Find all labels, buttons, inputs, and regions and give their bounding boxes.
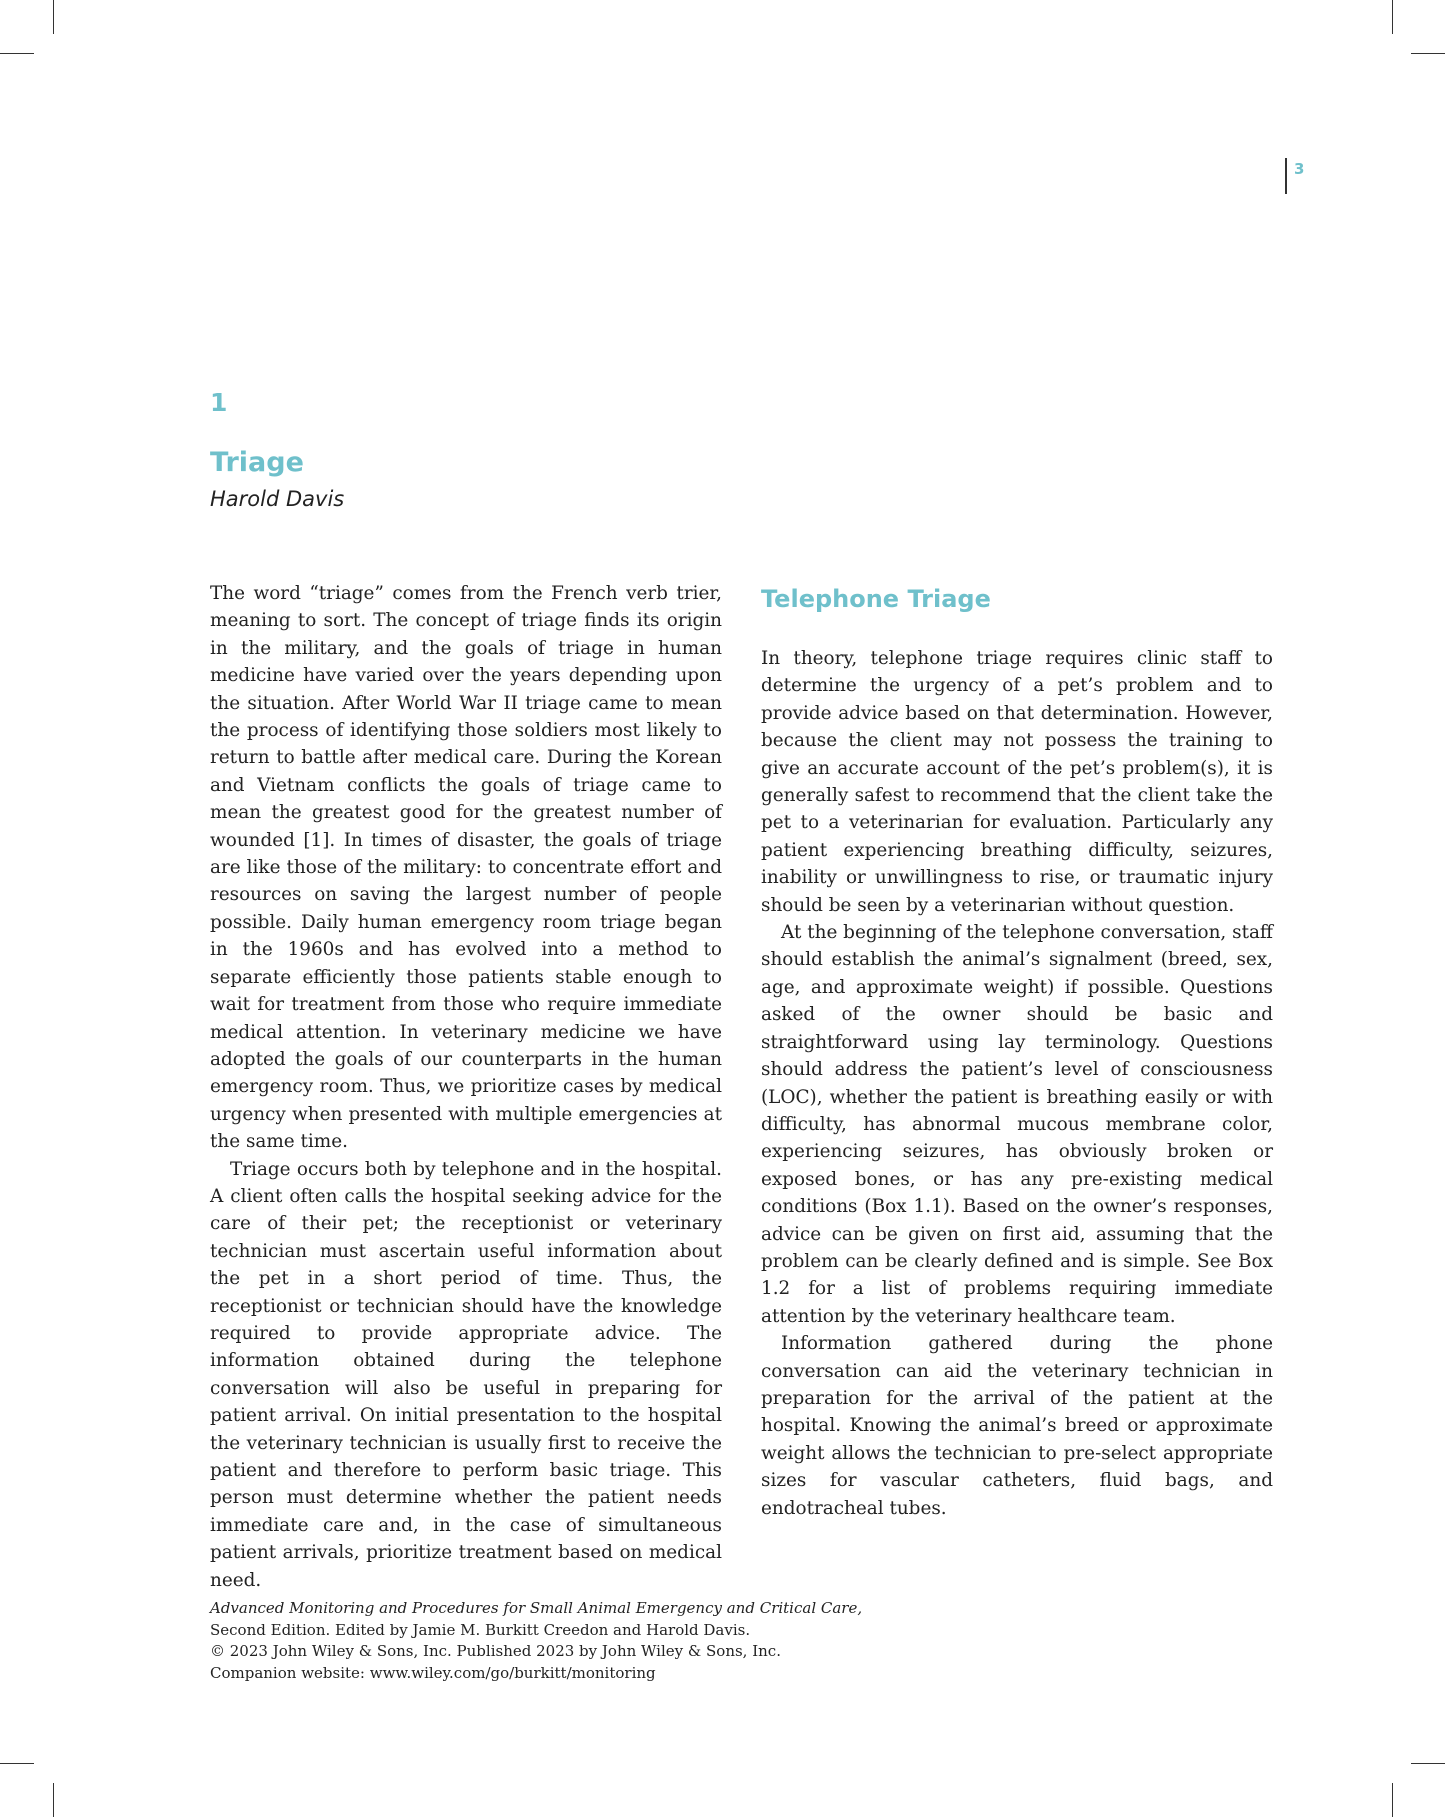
section-heading: Telephone Triage [761,585,991,613]
page-number: 3 [1294,160,1305,178]
book-title: Advanced Monitoring and Procedures for Small Animal Emergency and Critical Care, [210,1599,863,1617]
crop-mark [1392,0,1393,34]
crop-mark [53,1783,54,1817]
copyright-line: © 2023 John Wiley & Sons, Inc. Published 2023 by John Wiley & Sons, Inc. [210,1642,781,1660]
paragraph: Information gathered during the phone conversation can aid the veterinary technician in preparation for the arrival of the patient at the hospital. Knowing the animal’s breed or approximate weight allows the technician to pre-select appropriate sizes for vascular catheters, fluid bags, and endotracheal tubes. [761,1333,1273,1519]
crop-mark [0,53,34,54]
edition-line: Second Edition. Edited by Jamie M. Burkitt Creedon and Harold Davis. [210,1620,751,1639]
chapter-title: Triage [210,447,304,478]
chapter-author: Harold Davis [210,487,345,511]
crop-mark [53,0,54,34]
crop-mark [1411,53,1445,54]
left-column [210,580,722,1594]
paragraph: Triage occurs both by telephone and in the hospital. A client often calls the hospital seeking advice for the care of their pet; the receptionist or veterinary technician must ascertain useful information about the pet in a short period of time. Thus, the receptionist or technician should have the knowledge required to provide appropriate advice. The information obtained during the telephone conversation will also be useful in preparing for patient arrival. On initial presentation to the hospital the veterinary technician is usually first to receive the patient and therefore to perform basic triage. This person must determine whether the patient needs immediate care and, in the case of simultaneous patient arrivals, prioritize treatment based on medical need. [210,1158,722,1591]
right-column [761,580,1273,1522]
website-line: Companion website: www.wiley.com/go/burkitt/monitoring [210,1663,656,1682]
crop-mark [1411,1763,1445,1764]
chapter-number: 1 [210,388,228,417]
crop-mark [0,1763,34,1764]
paragraph: At the beginning of the telephone conversation, staff should establish the animal’s signalment (breed, sex, age, and approximate weight) if possible. Questions asked of the owner should be basic and straightforward using lay terminology. Questions should address the patient’s level of consciousness (LOC), whether the patient is breathing easily or with difficulty, has abnormal mucous membrane color, experiencing seizures, has obviously broken or exposed bones, or has any pre-existing medical conditions (Box 1.1). Based on the owner’s responses, advice can be given on first aid, assuming that the problem can be clearly defined and is simple. See Box 1.2 for a list of problems requiring immediate attention by the veterinary healthcare team. [761,922,1273,1327]
paragraph: The word “triage” comes from the French verb trier, meaning to sort. The concept of triage finds its origin in the military, and the goals of triage in human medicine have varied over the years depending upon the situation. After World War II triage came to mean the process of identifying those soldiers most likely to return to battle after medical care. During the Korean and Vietnam conflicts the goals of triage came to mean the greatest good for the greatest number of wounded [1]. In times of disaster, the goals of triage are like those of the military: to concentrate effort and resources on saving the largest number of people possible. Daily human emergency room triage began in the 1960s and has evolved into a method to separate efficiently those patients stable enough to wait for treatment from those who require immediate medical attention. In veterinary medicine we have adopted the goals of our counterparts in the human emergency room. Thus, we prioritize cases by medical urgency when presented with multiple emergencies at the same time. [210,583,722,1153]
paragraph: In theory, telephone triage requires clinic staff to determine the urgency of a pet’s problem and to provide advice based on that determination. However, because the client may not possess the training to give an accurate account of the pet’s problem(s), it is generally safest to recommend that the client take the pet to a veterinarian for evaluation. Particularly any patient experiencing breathing difficulty, seizures, inability or unwillingness to rise, or traumatic injury should be seen by a veterinarian without question. [761,648,1273,916]
crop-mark [1392,1783,1393,1817]
page-number-rule [1285,158,1287,194]
publication-footer [210,1598,862,1684]
